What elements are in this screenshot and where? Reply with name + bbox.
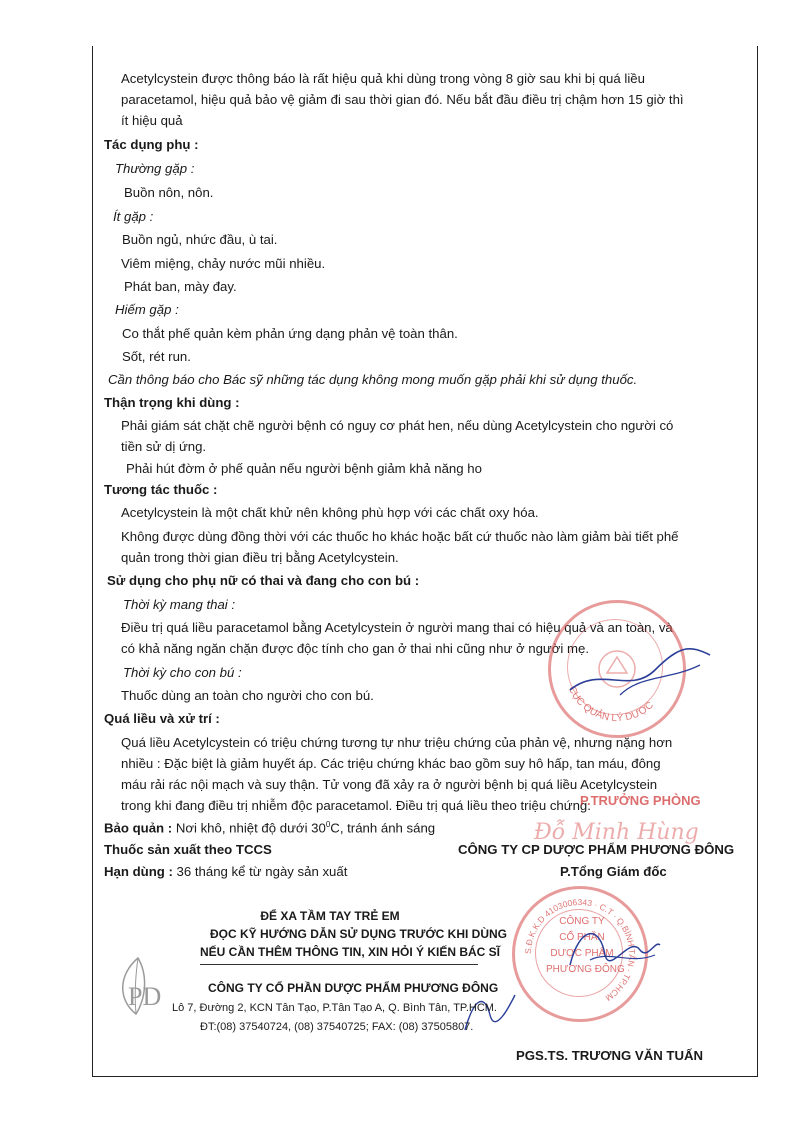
subheading-common: Thường gặp :	[115, 161, 195, 176]
footer-phone: ĐT:(08) 37540724, (08) 37540725; FAX: (08) 37505807.	[200, 1021, 474, 1033]
section-heading-interactions: Tương tác thuốc :	[104, 482, 218, 497]
paragraph-line: Acetylcystein là một chất khử nên không phù hợp với các chất oxy hóa.	[121, 505, 539, 520]
director-signature	[560, 915, 670, 985]
footer-divider	[200, 964, 478, 965]
company-ring-text: S.Đ.K.K.D 4103006343 · C.T · Q.BÌNH TÂN · TP.HCM	[522, 896, 638, 1004]
expiry-text: 36 tháng kể từ ngày sản xuất	[176, 864, 348, 879]
expiry-line	[104, 865, 347, 878]
paragraph-line: máu rải rác nội mạch và suy thận. Tử vong đã xảy ra ở người bệnh bị quá liều Acetylcystein	[121, 777, 658, 792]
paragraph-line: trong khi đang điều trị nhiễm độc paracetamol. Điều trị quá liều theo triệu chứng.	[121, 798, 591, 813]
company-seal-line: CỔ PHẦN	[559, 932, 605, 943]
storage-label: Bảo quản :	[104, 820, 173, 836]
signoff-company: CÔNG TY CP DƯỢC PHẨM PHƯƠNG ĐÔNG	[458, 842, 735, 857]
manufacturing-standard: Thuốc sản xuất theo TCCS	[104, 842, 272, 857]
paragraph-line: nhiều : Đặc biệt là giảm huyết áp. Các triệu chứng khác bao gồm suy hô hấp, tan máu, đông	[121, 756, 661, 771]
paragraph-line: Thuốc dùng an toàn cho người cho con bú.	[121, 688, 374, 703]
paragraph-line: Quá liều Acetylcystein có triệu chứng tương tự như triệu chứng của phản vệ, nhưng nặng hơn	[121, 735, 673, 750]
paragraph-line: quản trong thời gian điều trị bằng Acetylcystein.	[121, 550, 399, 565]
list-item: Sốt, rét run.	[122, 349, 191, 364]
list-item: Co thắt phế quản kèm phản ứng dạng phản vệ toàn thân.	[122, 326, 458, 341]
paragraph-line: Không được dùng đồng thời với các thuốc ho khác hoặc bất cứ thuốc nào làm giảm bài tiết phế	[121, 529, 679, 544]
paragraph-line: ít hiệu quả	[121, 113, 183, 128]
company-logo-text: PD	[128, 982, 162, 1011]
subheading-breastfeeding: Thời kỳ cho con bú :	[123, 665, 242, 680]
paragraph-line: Phải hút đờm ở phế quản nếu người bệnh giảm khả năng ho	[126, 461, 482, 476]
agency-stamp-title: P.TRƯỞNG PHÒNG	[580, 793, 701, 808]
section-heading-caution: Thận trọng khi dùng :	[104, 395, 240, 410]
section-heading-side-effects: Tác dụng phụ :	[104, 137, 199, 152]
paragraph-line: Phải giám sát chặt chẽ người bệnh có nguy cơ phát hen, nếu dùng Acetylcystein cho người có	[121, 418, 674, 433]
warning-line-1: ĐỂ XA TẦM TAY TRẺ EM	[260, 909, 400, 923]
signoff-role: P.Tổng Giám đốc	[560, 864, 667, 879]
section-heading-pregnancy: Sử dụng cho phụ nữ có thai và đang cho con bú :	[107, 573, 420, 588]
company-seal-line: PHƯƠNG ĐÔNG	[546, 964, 625, 975]
list-item: Phát ban, mày đay.	[124, 279, 237, 294]
agency-signature-name: Đỗ Minh Hùng	[534, 820, 699, 845]
list-item: Buồn ngủ, nhức đầu, ù tai.	[122, 232, 278, 247]
company-seal-line: DƯỢC PHẨM	[550, 948, 614, 959]
section-heading-overdose: Quá liều và xử trí :	[104, 711, 220, 726]
paragraph-line: Điều trị quá liều paracetamol bằng Acetylcystein ở người mang thai có hiệu quả và an toàn, và	[121, 620, 673, 635]
expiry-label: Hạn dùng :	[104, 864, 173, 879]
storage-text: Nơi khô, nhiệt độ dưới 30	[175, 820, 326, 836]
company-seal-line: CÔNG TY	[559, 916, 605, 927]
paragraph-line: paracetamol, hiệu quả bảo vệ giảm đi sau thời gian đó. Nếu bắt đầu điều trị chậm hơn 15 giờ thì	[121, 92, 684, 107]
warning-line-2: ĐỌC KỸ HƯỚNG DẪN SỬ DỤNG TRƯỚC KHI DÙNG	[210, 927, 508, 941]
subheading-pregnancy: Thời kỳ mang thai :	[123, 597, 236, 612]
paragraph-line: có khả năng ngăn chặn được độc tính cho gan ở thai nhi cũng như ở người mẹ.	[121, 641, 589, 656]
degree-superscript: 0	[325, 820, 331, 829]
signoff-name: PGS.TS. TRƯƠNG VĂN TUẤN	[516, 1048, 704, 1063]
list-item: Buồn nôn, nôn.	[124, 185, 214, 200]
paragraph-line: Acetylcystein được thông báo là rất hiệu quả khi dùng trong vòng 8 giờ sau khi bị quá liều	[121, 71, 645, 86]
storage-text-end: C, tránh ánh sáng	[330, 820, 436, 836]
paragraph-line: tiền sử dị ứng.	[121, 439, 207, 454]
signature-mark	[560, 635, 720, 715]
agency-ring-text: CỤC QUẢN LÝ DƯỢC	[565, 684, 656, 725]
subheading-uncommon: Ít gặp :	[113, 209, 154, 224]
notify-note: Cần thông báo cho Bác sỹ những tác dụng không mong muốn gặp phải khi sử dụng thuốc.	[108, 372, 638, 387]
list-item: Viêm miệng, chảy nước mũi nhiều.	[121, 256, 326, 271]
footer-address: Lô 7, Đường 2, KCN Tân Tạo, P.Tân Tạo A, Q. Bình Tân, TP.HCM.	[172, 1002, 497, 1014]
subheading-rare: Hiếm gặp :	[115, 302, 179, 317]
storage-line	[104, 821, 435, 835]
footer-company-name: CÔNG TY CỔ PHẦN DƯỢC PHẨM PHƯƠNG ĐÔNG	[208, 981, 499, 995]
warning-line-3: NẾU CẦN THÊM THÔNG TIN, XIN HỎI Ý KIẾN BÁC SĨ	[200, 945, 501, 959]
